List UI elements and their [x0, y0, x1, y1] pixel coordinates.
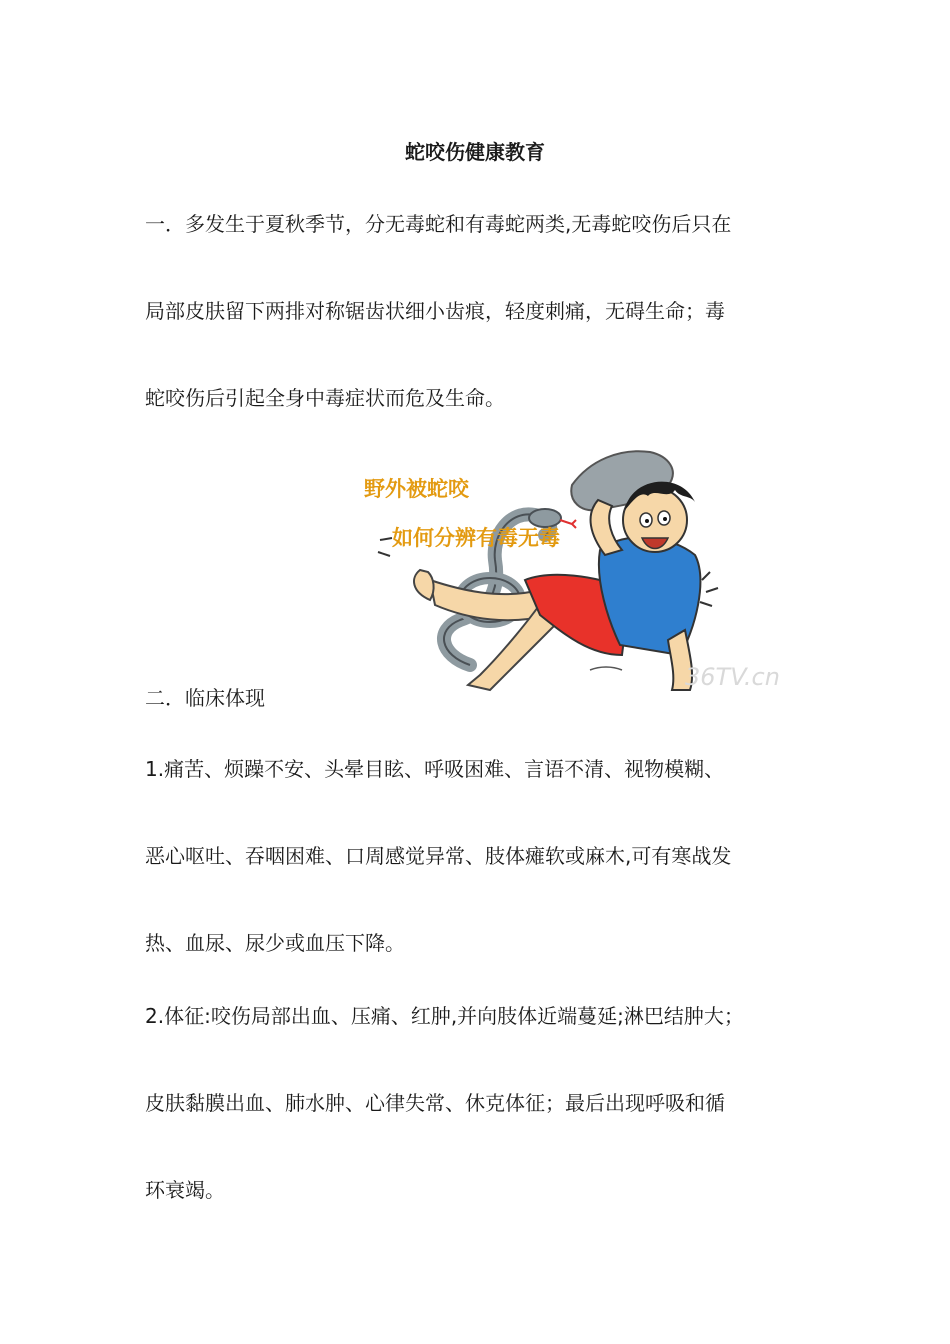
foot — [414, 570, 434, 600]
section1-line-2: 局部皮肤留下两排对称锯齿状细小齿痕，轻度刺痛，无碍生命；毒 — [145, 299, 725, 323]
document-title: 蛇咬伤健康教育 — [405, 140, 545, 164]
section1-line-1: 一．多发生于夏秋季节，分无毒蛇和有毒蛇两类,无毒蛇咬伤后只在 — [145, 212, 732, 236]
watermark-text: 36TV.cn — [685, 663, 780, 691]
section2-item1-line-1: 1.痛苦、烦躁不安、头晕目眩、呼吸困难、言语不清、视物模糊、 — [145, 757, 725, 781]
section2-item2-line-3: 环衰竭。 — [145, 1178, 225, 1202]
snake-tongue — [560, 520, 576, 528]
section2-item2-line-1: 2.体征:咬伤局部出血、压痛、红肿,并向肢体近端蔓延;淋巴结肿大； — [145, 1004, 744, 1028]
section1-line-3: 蛇咬伤后引起全身中毒症状而危及生命。 — [145, 386, 505, 410]
snake-bite-illustration — [350, 440, 790, 710]
snake-head — [529, 509, 561, 527]
caption-line-1: 野外被蛇咬 — [364, 477, 469, 501]
caption-line-2: 如何分辨有毒无毒 — [392, 526, 560, 550]
section2-heading: 二．临床体现 — [145, 686, 265, 710]
raised-arm — [591, 500, 622, 555]
section2-item1-line-3: 热、血尿、尿少或血压下降。 — [145, 931, 405, 955]
section2-item1-line-2: 恶心呕吐、吞咽困难、口周感觉异常、肢体瘫软或麻木,可有寒战发 — [145, 844, 732, 868]
section2-item2-line-2: 皮肤黏膜出血、肺水肿、心律失常、休克体征；最后出现呼吸和循 — [145, 1091, 725, 1115]
